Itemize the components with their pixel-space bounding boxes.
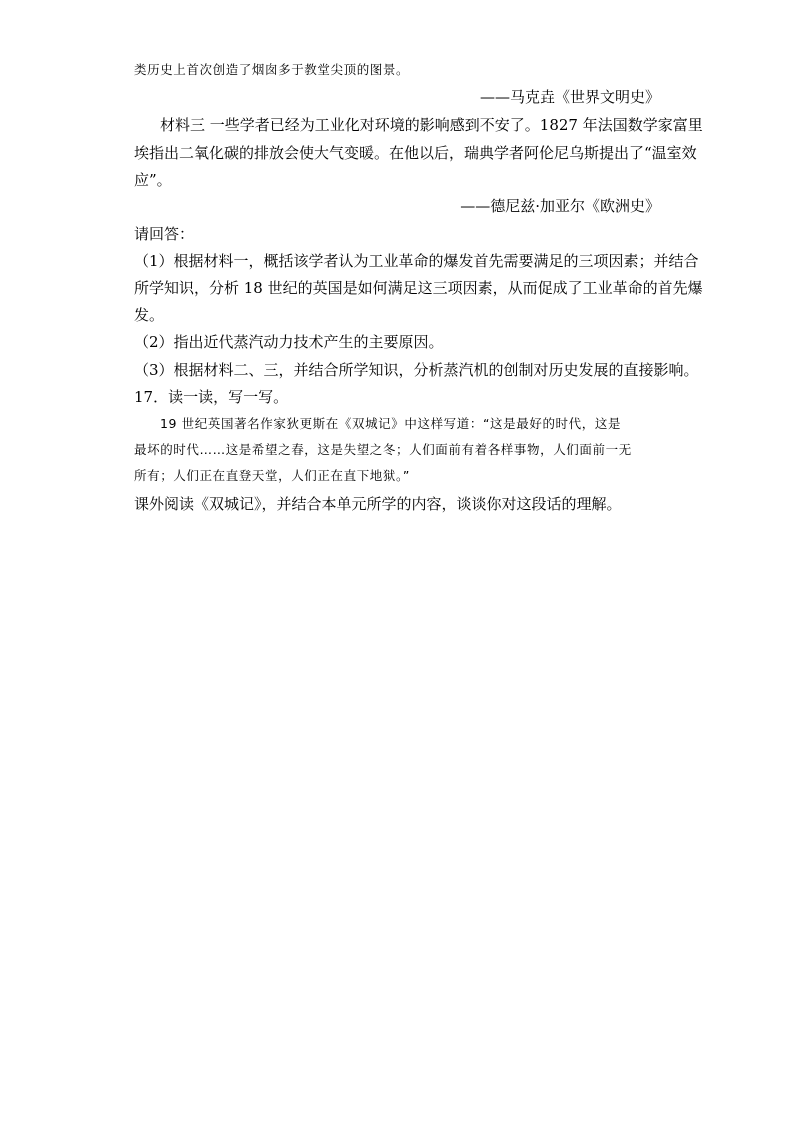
material2-tail-text: 类历史上首次创造了烟囱多于教堂尖顶的图景。 <box>134 62 410 77</box>
material3-line3: 应”。 <box>134 171 172 189</box>
question-3: （3）根据材料二、三，并结合所学知识，分析蒸汽机的创制对历史发展的直接影响。 <box>134 361 699 379</box>
question-17-instruction: 课外阅读《双城记》，并结合本单元所学的内容，谈谈你对这段话的理解。 <box>134 495 622 513</box>
question-2: （2）指出近代蒸汽动力技术产生的主要原因。 <box>134 333 444 351</box>
quote-line1: 19 世纪英国著名作家狄更斯在《双城记》中这样写道：“这是最好的时代，这是 <box>160 416 622 431</box>
answer-prompt: 请回答： <box>134 225 195 243</box>
question-1-line1: （1）根据材料一，概括该学者认为工业革命的爆发首先需要满足的三项因素；并结合 <box>134 252 699 270</box>
question-1-line2: 所学知识，分析 18 世纪的英国是如何满足这三项因素，从而促成了工业革命的首先爆 <box>134 279 703 297</box>
quote-line3: 所有；人们正在直登天堂，人们正在直下地狱。” <box>134 468 410 483</box>
question-1-line3: 发。 <box>134 306 165 324</box>
material3-line1: 材料三 一些学者已经为工业化对环境的影响感到不安了。1827 年法国数学家富里 <box>160 116 703 134</box>
material3-line2: 埃指出二氧化碳的排放会使大气变暖。在他以后，瑞典学者阿伦尼乌斯提出了“温室效 <box>134 144 697 162</box>
question-17-title: 17．读一读，写一写。 <box>134 388 289 406</box>
quote-line2: 最坏的时代……这是希望之春，这是失望之冬；人们面前有着各样事物，人们面前一无 <box>134 442 632 457</box>
material2-source: ——马克垚《世界文明史》 <box>479 88 660 106</box>
material3-source: ——德尼兹·加亚尔《欧洲史》 <box>460 197 660 215</box>
